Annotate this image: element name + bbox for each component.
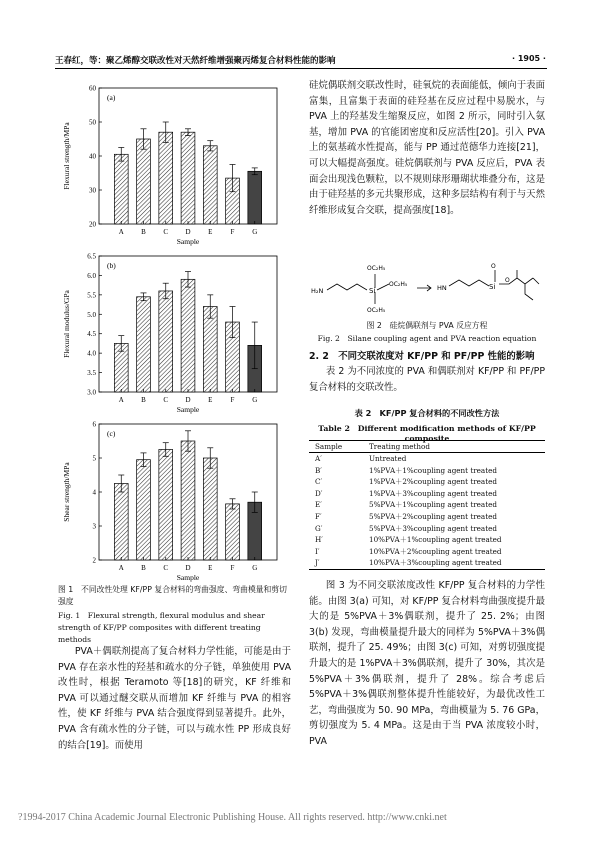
x-tick-label: G <box>252 564 258 572</box>
y-tick-label: 6.5 <box>87 252 96 261</box>
table-cell: 1%PVA＋1%coupling agent treated <box>369 465 497 475</box>
running-header-title: 王春红，等：聚乙烯醇交联改性对天然纤维增强聚丙烯复合材料性能的影响 <box>55 56 336 66</box>
table-cell: 5%PVA＋3%coupling agent treated <box>369 523 497 533</box>
bar <box>114 154 128 224</box>
label-hn: HN <box>437 284 447 292</box>
paragraph: 表 2 为不同浓度的 PVA 和偶联剂对 KF/PP 和 PF/PP 复合材料的交联改性。 <box>309 366 545 393</box>
x-tick-label: D <box>185 228 191 236</box>
y-tick-label: 30 <box>89 186 96 195</box>
table-cell: A′ <box>315 454 322 463</box>
chart-svg <box>55 248 290 414</box>
panel-label: (c) <box>107 429 116 438</box>
bar <box>137 460 151 560</box>
y-tick-label: 6.0 <box>87 271 96 280</box>
y-axis-label: Flexural modulus/GPa <box>62 290 71 358</box>
table-cell: E′ <box>315 500 322 510</box>
header-rule <box>55 68 547 69</box>
x-tick-label: G <box>252 396 258 404</box>
x-tick-label: D <box>185 396 191 404</box>
bar <box>181 441 195 560</box>
table-cell: 5%PVA＋1%coupling agent treated <box>369 500 497 510</box>
table-cell: H′ <box>315 535 323 545</box>
x-tick-label: G <box>252 228 258 236</box>
table-cell: 1%PVA＋2%coupling agent treated <box>369 477 497 487</box>
table-row <box>309 476 545 488</box>
bar <box>137 297 151 392</box>
chart-flexural-modulus <box>55 248 290 414</box>
section-heading: 2. 2 不同交联浓度对 KF/PP 和 PF/PP 性能的影响 <box>309 351 535 362</box>
fig1-caption-zh: 图 1 不同改性处理 KF/PP 复合材料的弯曲强度、弯曲模量和剪切强度 <box>58 585 287 606</box>
y-tick-label: 3 <box>92 522 96 531</box>
label-oc2h5-right: OC₂H₅ <box>389 281 408 288</box>
table-cell: J′ <box>309 557 363 569</box>
section-intro <box>309 364 545 395</box>
table2-title-en: Table 2 Different modification methods of KF/PP composite <box>318 424 536 443</box>
bond-si-right <box>377 284 389 290</box>
y-axis-label: Flexural strength/MPa <box>62 122 71 190</box>
table-cell: D′ <box>315 488 323 498</box>
x-tick-label: F <box>230 564 235 572</box>
bond-chain-left <box>327 284 367 290</box>
fig2-reaction-equation <box>309 250 545 318</box>
chart-svg <box>55 80 290 246</box>
label-si: Si <box>369 287 376 295</box>
reaction-arrow <box>417 285 431 291</box>
chart-shear-strength <box>55 416 290 582</box>
table-row <box>309 534 545 546</box>
left-body-text: PVA＋偶联剂提高了复合材料力学性能，可能是由于 PVA 存在亲水性的羟基和疏水的分子链，单独使用 PVA 改性时，根据 Teramoto 等[18]的研究，KF 纤维和 PVA 可以通过醚交联从而增加 KF 纤维与 PVA 的相容性，使 KF 纤维与 PVA 结合强度得到显著提升。此外，PVA 含有疏水性的分子链，可以与疏水性 PP 形成良好的结合[19]。而使用 <box>58 646 291 751</box>
right-body-para-1 <box>309 78 545 218</box>
x-tick-label: B <box>141 396 146 404</box>
label-o-right: O <box>505 277 510 284</box>
chart-svg <box>55 416 290 582</box>
fig2-caption-zh: 图 2 硅烷偶联剂与 PVA 反应方程 <box>366 321 488 330</box>
fig2-caption-en: Fig. 2 Silane coupling agent and PVA reaction equation <box>317 334 537 343</box>
bar <box>226 504 240 560</box>
bar <box>248 171 262 224</box>
y-tick-label: 50 <box>89 118 96 127</box>
table-cell: Untreated <box>369 454 407 463</box>
x-tick-label: F <box>230 396 235 404</box>
y-tick-label: 40 <box>89 152 96 161</box>
table-cell: 5%PVA＋2%coupling agent treated <box>369 511 497 521</box>
table-cell: C′ <box>315 477 323 487</box>
x-tick-label: C <box>163 564 169 572</box>
table-cell: 10%PVA＋2%coupling agent treated <box>369 546 502 556</box>
x-tick-label: C <box>163 228 169 236</box>
bar <box>137 139 151 224</box>
y-tick-label: 60 <box>89 84 96 93</box>
table-row <box>309 511 545 523</box>
paragraph: 硅烷偶联剂交联改性时，硅氧烷的表面能低，倾向于表面富集，且富集于表面的硅羟基在反应过程中易脱水，与 PVA 上的羟基发生缩聚反应，如图 2 所示，同时引入氨基，增加 PVA 的官能团密度和反应活性[20]。引入 PVA 上的氨基疏水性提高，能与 PP 通过范德华力连接[21]，可以大幅提高强度。硅烷偶联剂与 PVA 反应后，PVA 表面会出现浅色颗粒，以不规则球形珊瑚状堆叠分布，这是由于硅羟基的多元共聚形成，这种多层结构有利于与天然纤维形成复合交联，提高强度[18]。 <box>309 80 545 216</box>
x-tick-label: B <box>141 564 146 572</box>
table-row <box>309 465 545 477</box>
bond-pva-chain <box>499 270 539 300</box>
x-axis-label: Sample <box>176 573 200 582</box>
table-header-cell: Sample <box>309 441 363 453</box>
table-cell: 1%PVA＋3%coupling agent treated <box>369 488 497 498</box>
table-row <box>309 557 545 569</box>
table2 <box>309 440 545 570</box>
table-cell: 10%PVA＋1%coupling agent treated <box>369 535 502 545</box>
x-tick-label: E <box>208 564 213 572</box>
bar <box>181 132 195 224</box>
page-number: · 1905 · <box>512 54 546 63</box>
chart-flexural-strength <box>55 80 290 246</box>
panel-label: (a) <box>107 93 116 102</box>
label-si-product: Si <box>489 283 496 291</box>
table-row <box>309 499 545 511</box>
table-row <box>309 523 545 535</box>
x-axis-label: Sample <box>176 405 200 414</box>
label-h2n: H₂N <box>311 287 324 295</box>
y-tick-label: 4 <box>92 488 96 497</box>
fig1-caption-en: Fig. 1 Flexural strength, flexural modulus and shear strength of KF/PP composites with different treating methods <box>58 611 265 644</box>
reaction-svg <box>309 250 545 318</box>
bar <box>159 132 173 224</box>
bar <box>159 291 173 392</box>
x-axis-label: Sample <box>176 237 200 246</box>
y-tick-label: 4.0 <box>87 349 96 358</box>
y-tick-label: 5.5 <box>87 291 96 300</box>
y-tick-label: 3.0 <box>87 388 96 397</box>
y-axis-label: Shear strength/MPa <box>62 462 71 522</box>
bar <box>203 307 217 392</box>
y-tick-label: 2 <box>92 556 96 565</box>
bar <box>203 458 217 560</box>
y-tick-label: 5.0 <box>87 310 96 319</box>
x-tick-label: B <box>141 228 146 236</box>
table-cell: B′ <box>315 465 322 475</box>
bar <box>203 146 217 224</box>
bar <box>159 450 173 561</box>
bar <box>181 279 195 392</box>
y-tick-label: 5 <box>92 454 96 463</box>
right-body-para-2 <box>309 578 545 750</box>
table-cell: F′ <box>315 511 322 521</box>
y-tick-label: 3.5 <box>87 369 96 378</box>
label-oc2h5-top: OC₂H₅ <box>367 265 386 272</box>
y-tick-label: 4.5 <box>87 330 96 339</box>
label-oc2h5-bottom: OC₂H₅ <box>367 307 386 314</box>
table-header-row <box>309 441 545 453</box>
table-row <box>309 488 545 500</box>
table-cell: I′ <box>315 546 320 556</box>
page-footer: ?1994-2017 China Academic Journal Electronic Publishing House. All rights reserved. http://www.cnki.net <box>18 812 447 823</box>
table-row <box>309 546 545 558</box>
x-tick-label: F <box>230 228 235 236</box>
x-tick-label: E <box>208 396 213 404</box>
y-tick-label: 6 <box>92 420 96 429</box>
label-o-top: O <box>491 263 496 270</box>
x-tick-label: D <box>185 564 191 572</box>
bar <box>114 484 128 561</box>
x-tick-label: A <box>118 564 124 572</box>
table-cell: 10%PVA＋3%coupling agent treated <box>363 557 545 569</box>
table-row <box>309 453 545 465</box>
table-cell: G′ <box>315 523 323 533</box>
x-tick-label: A <box>118 228 124 236</box>
table2-title-zh: 表 2 KF/PP 复合材料的不同改性方法 <box>354 408 500 418</box>
x-tick-label: E <box>208 228 213 236</box>
table-header-cell: Treating method <box>363 441 545 453</box>
bond-chain-right <box>449 280 489 286</box>
x-tick-label: C <box>163 396 169 404</box>
paragraph: 图 3 为不同交联浓度改性 KF/PP 复合材料的力学性能。由图 3(a) 可知，对 KF/PP 复合材料弯曲强度提升最大的是 5%PVA＋3%偶联剂，提升了 25. 2%；由图 3(b) 发现，弯曲模量提升最大的同样为 5%PVA＋3%偶联剂，提升了 25. 49%；由图 3(c) 可知，对剪切强度提升最大的是 1%PVA＋3%偶联剂，提升了 30%，其次是 5%PVA＋3%偶联剂，提升了 28%。综合考虑后 5%PVA＋3%偶联剂整体提升性能较好，为最优改性工艺，弯曲强度为 50. 90 MPa，弯曲模量为 5. 76 GPa，剪切强度为 5. 4 MPa。这是由于当 PVA 浓度较小时，PVA <box>309 580 545 747</box>
x-tick-label: A <box>118 396 124 404</box>
panel-label: (b) <box>107 261 116 270</box>
y-tick-label: 20 <box>89 220 96 229</box>
